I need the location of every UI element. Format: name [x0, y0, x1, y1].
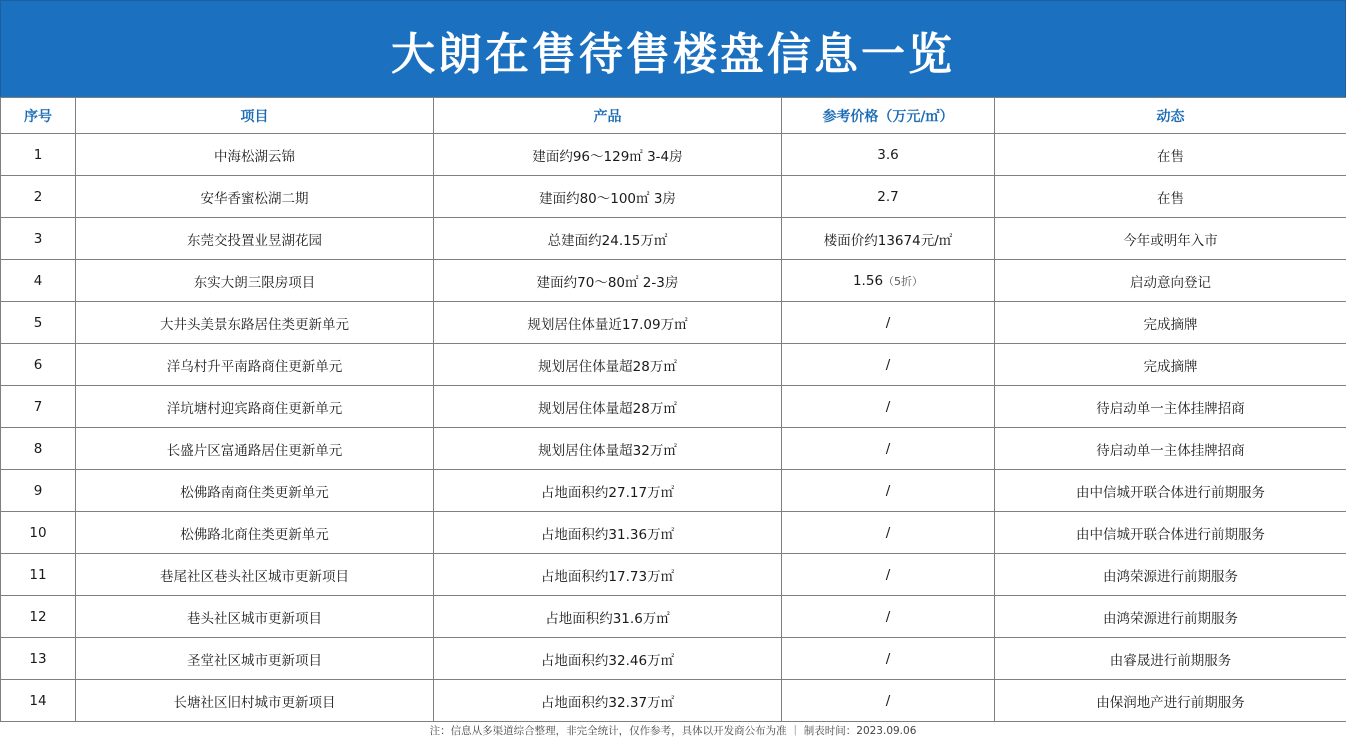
- cell-status: [995, 260, 1346, 302]
- cell-project: [76, 386, 434, 428]
- cell-index: [1, 680, 76, 722]
- cell-index: [1, 596, 76, 638]
- header-status: 动态: [995, 98, 1346, 134]
- cell-index-text: 4: [33, 272, 43, 289]
- cell-product-text: 总建面约24.15万㎡: [547, 232, 668, 249]
- cell-status: [995, 344, 1346, 386]
- cell-index-text: 1: [33, 146, 43, 163]
- cell-price: [782, 596, 995, 638]
- cell-project-text: 洋坑塘村迎宾路商住更新单元: [166, 400, 343, 417]
- cell-index-text: 8: [33, 440, 43, 457]
- cell-product: [434, 176, 782, 218]
- cell-index: [1, 134, 76, 176]
- cell-price-text: /: [885, 482, 891, 499]
- cell-project-text: 松佛路南商住类更新单元: [180, 484, 329, 501]
- cell-product: [434, 260, 782, 302]
- cell-price: [782, 260, 995, 302]
- cell-price-text: 3.6: [877, 146, 899, 163]
- cell-price-text: /: [885, 440, 891, 457]
- cell-index: [1, 638, 76, 680]
- cell-product-text: 占地面积约32.46万㎡: [540, 652, 675, 669]
- cell-product: [434, 302, 782, 344]
- cell-product-text: 规划居住体量近17.09万㎡: [527, 316, 688, 333]
- cell-price-text: /: [885, 356, 891, 373]
- cell-price-text: /: [885, 650, 891, 667]
- cell-status: [995, 512, 1346, 554]
- cell-product-text: 占地面积约32.37万㎡: [540, 694, 675, 711]
- header-product: 产品: [434, 98, 782, 134]
- price-note: （5折）: [883, 274, 924, 288]
- cell-status: [995, 218, 1346, 260]
- table-row: [1, 596, 1346, 638]
- footnote: 注：信息从多渠道综合整理，非完全统计，仅作参考，具体以开发商公布为准 ｜ 制表时间：2023.09.06: [429, 725, 917, 737]
- table-row: [1, 302, 1346, 344]
- cell-project: [76, 176, 434, 218]
- cell-index: [1, 470, 76, 512]
- cell-product: [434, 512, 782, 554]
- header-price: 参考价格（万元/㎡）: [782, 98, 995, 134]
- cell-project-text: 松佛路北商住类更新单元: [180, 526, 329, 543]
- cell-status-text: 完成摘牌: [1143, 358, 1198, 375]
- cell-status: [995, 638, 1346, 680]
- cell-project-text: 东实大朗三限房项目: [193, 274, 316, 291]
- cell-project: [76, 512, 434, 554]
- cell-product: [434, 680, 782, 722]
- cell-project-text: 圣堂社区城市更新项目: [187, 652, 322, 669]
- cell-price: [782, 386, 995, 428]
- cell-product: [434, 386, 782, 428]
- cell-index: [1, 218, 76, 260]
- cell-project-text: 东莞交投置业昱湖花园: [187, 232, 322, 249]
- cell-price-text: /: [885, 314, 891, 331]
- cell-price: [782, 638, 995, 680]
- cell-status-text: 由鸿荣源进行前期服务: [1103, 610, 1238, 627]
- cell-project-text: 长盛片区富通路居住更新单元: [166, 442, 343, 459]
- cell-project: [76, 302, 434, 344]
- cell-project-text: 巷尾社区巷头社区城市更新项目: [160, 568, 349, 585]
- cell-price-text: 楼面价约13674元/㎡: [823, 232, 953, 249]
- cell-product-text: 占地面积约17.73万㎡: [540, 568, 675, 585]
- cell-status-text: 由中信城开联合体进行前期服务: [1076, 526, 1265, 543]
- cell-product: [434, 428, 782, 470]
- cell-status: [995, 176, 1346, 218]
- cell-status-text: 由中信城开联合体进行前期服务: [1076, 484, 1265, 501]
- cell-index-text: 9: [33, 482, 43, 499]
- cell-status-text: 在售: [1157, 190, 1184, 207]
- cell-status: [995, 302, 1346, 344]
- cell-status: [995, 386, 1346, 428]
- cell-index: [1, 302, 76, 344]
- table-row: [1, 680, 1346, 722]
- cell-index-text: 5: [33, 314, 43, 331]
- cell-project: [76, 428, 434, 470]
- page-title: 大朗在售待售楼盘信息一览: [391, 28, 955, 80]
- cell-status: [995, 554, 1346, 596]
- cell-price: [782, 218, 995, 260]
- cell-index: [1, 386, 76, 428]
- cell-price-text: 1.56: [852, 272, 884, 289]
- cell-index-text: 7: [33, 398, 43, 415]
- cell-status-text: 由保润地产进行前期服务: [1096, 694, 1245, 711]
- cell-project-text: 巷头社区城市更新项目: [187, 610, 322, 627]
- cell-status-text: 待启动单一主体挂牌招商: [1096, 400, 1245, 417]
- listing-table: [0, 97, 1346, 722]
- table-row: [1, 260, 1346, 302]
- cell-status: [995, 680, 1346, 722]
- cell-project: [76, 134, 434, 176]
- cell-status: [995, 596, 1346, 638]
- cell-project: [76, 554, 434, 596]
- cell-index: [1, 260, 76, 302]
- cell-price: [782, 344, 995, 386]
- cell-index: [1, 428, 76, 470]
- cell-project: [76, 470, 434, 512]
- cell-project: [76, 218, 434, 260]
- cell-status-text: 由鸿荣源进行前期服务: [1103, 568, 1238, 585]
- cell-price: [782, 512, 995, 554]
- cell-product-text: 建面约96～129㎡ 3-4房: [532, 148, 683, 165]
- cell-status-text: 启动意向登记: [1130, 274, 1211, 291]
- cell-index: [1, 554, 76, 596]
- cell-index-text: 13: [29, 650, 47, 667]
- table-row: [1, 134, 1346, 176]
- cell-product: [434, 638, 782, 680]
- table-row: [1, 176, 1346, 218]
- table-row: [1, 512, 1346, 554]
- cell-status-text: 由睿晟进行前期服务: [1109, 652, 1232, 669]
- cell-product: [434, 218, 782, 260]
- cell-project-text: 中海松湖云锦: [214, 148, 295, 165]
- cell-project: [76, 638, 434, 680]
- cell-product-text: 建面约80～100㎡ 3房: [539, 190, 676, 207]
- cell-product-text: 规划居住体量超28万㎡: [538, 358, 677, 375]
- cell-price: [782, 134, 995, 176]
- cell-project-text: 大井头美景东路居住类更新单元: [160, 316, 349, 333]
- cell-product-text: 规划居住体量超28万㎡: [538, 400, 677, 417]
- table-row: [1, 386, 1346, 428]
- cell-price-text: /: [885, 566, 891, 583]
- cell-index-text: 3: [33, 230, 43, 247]
- cell-product: [434, 134, 782, 176]
- cell-project: [76, 680, 434, 722]
- header-project: 项目: [76, 98, 434, 134]
- cell-project: [76, 260, 434, 302]
- cell-product-text: 规划居住体量超32万㎡: [538, 442, 677, 459]
- cell-product-text: 建面约70～80㎡ 2-3房: [536, 274, 679, 291]
- cell-status-text: 今年或明年入市: [1123, 232, 1218, 249]
- cell-status: [995, 134, 1346, 176]
- cell-index: [1, 512, 76, 554]
- table-row: [1, 470, 1346, 512]
- cell-index-text: 12: [29, 608, 47, 625]
- table-row: [1, 344, 1346, 386]
- header-index: 序号: [1, 98, 76, 134]
- cell-product: [434, 470, 782, 512]
- cell-price: [782, 470, 995, 512]
- table-row: [1, 428, 1346, 470]
- cell-product-text: 占地面积约27.17万㎡: [540, 484, 675, 501]
- table-row: [1, 218, 1346, 260]
- cell-price-text: /: [885, 608, 891, 625]
- cell-price-text: /: [885, 692, 891, 709]
- cell-product: [434, 344, 782, 386]
- cell-status-text: 在售: [1157, 148, 1184, 165]
- cell-project: [76, 596, 434, 638]
- cell-project-text: 安华香蜜松湖二期: [200, 190, 309, 207]
- cell-project-text: 长塘社区旧村城市更新项目: [173, 694, 336, 711]
- cell-product-text: 占地面积约31.36万㎡: [540, 526, 675, 543]
- cell-index-text: 11: [29, 566, 47, 583]
- cell-index-text: 6: [33, 356, 43, 373]
- cell-index: [1, 344, 76, 386]
- cell-index-text: 10: [29, 524, 47, 541]
- cell-price: [782, 302, 995, 344]
- cell-status-text: 完成摘牌: [1143, 316, 1198, 333]
- title-banner: [0, 0, 1346, 99]
- cell-price-text: 2.7: [877, 188, 899, 205]
- table-row: [1, 554, 1346, 596]
- cell-price-text: /: [885, 524, 891, 541]
- cell-project: [76, 344, 434, 386]
- cell-price: [782, 554, 995, 596]
- cell-price: [782, 176, 995, 218]
- table-row: [1, 638, 1346, 680]
- cell-project-text: 洋乌村升平南路商住更新单元: [166, 358, 343, 375]
- cell-index-text: 2: [33, 188, 43, 205]
- cell-price: [782, 680, 995, 722]
- cell-index-text: 14: [29, 692, 47, 709]
- table-header-row: [1, 98, 1346, 134]
- cell-product: [434, 596, 782, 638]
- cell-status-text: 待启动单一主体挂牌招商: [1096, 442, 1245, 459]
- cell-price: [782, 428, 995, 470]
- cell-price-text: /: [885, 398, 891, 415]
- cell-product: [434, 554, 782, 596]
- cell-product-text: 占地面积约31.6万㎡: [545, 610, 670, 627]
- cell-status: [995, 428, 1346, 470]
- cell-index: [1, 176, 76, 218]
- cell-status: [995, 470, 1346, 512]
